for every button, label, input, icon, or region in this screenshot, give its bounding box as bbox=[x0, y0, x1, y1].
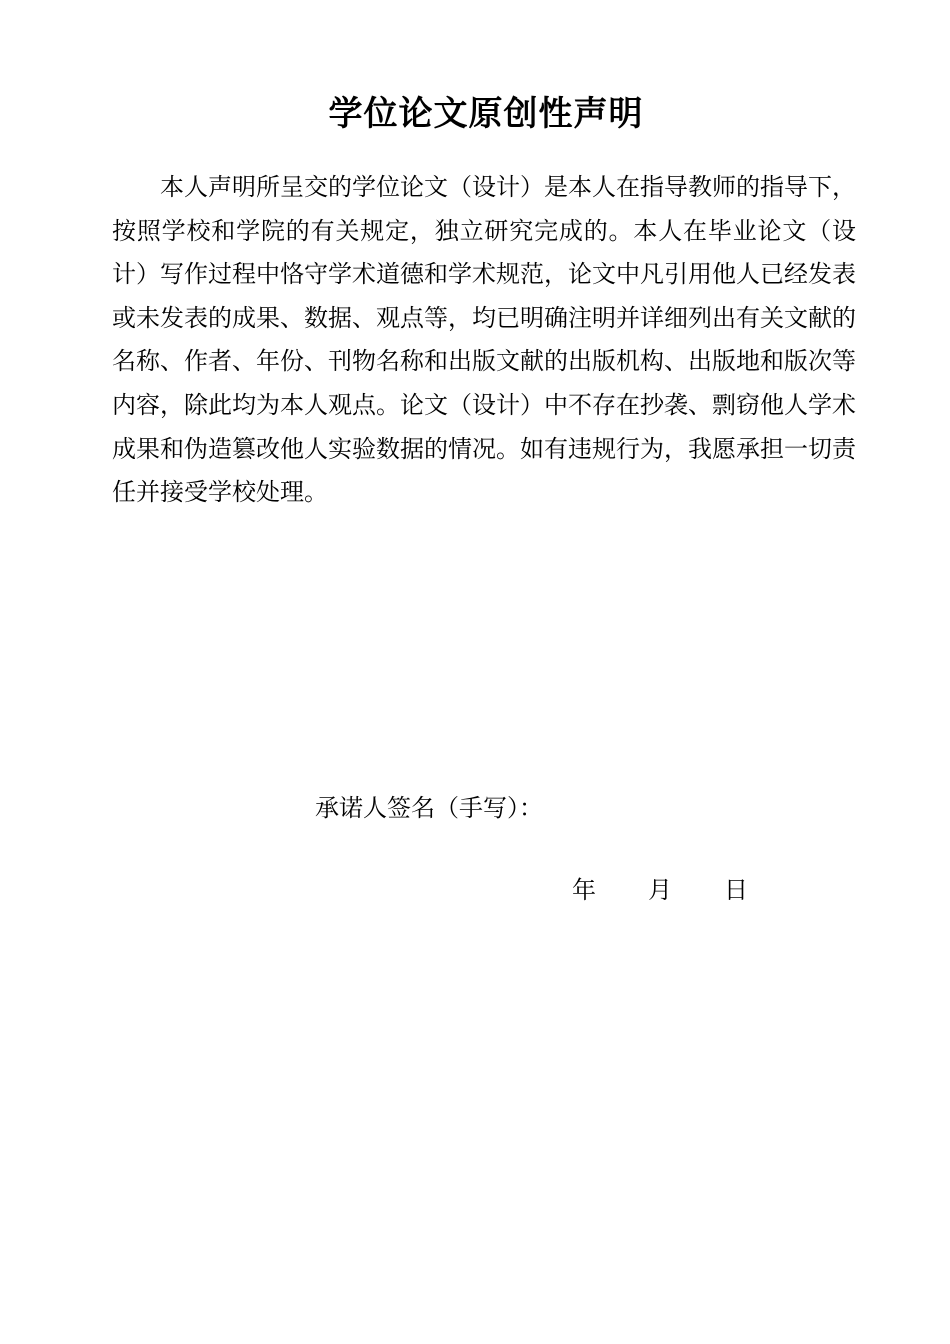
declaration-paragraph: 本人声明所呈交的学位论文（设计）是本人在指导教师的指导下，按照学校和学院的有关规定，独立研究完成的。本人在毕业论文（设计）写作过程中恪守学术道德和学术规范，论文中凡引用他人已经发表或未发表的成果、数据、观点等，均已明确注明并详细列出有关文献的名称、作者、年份、刊物名称和出版文献的出版机构、出版地和版次等内容，除此均为本人观点。论文（设计）中不存在抄袭、剽窃他人学术成果和伪造篡改他人实验数据的情况。如有违规行为，我愿承担一切责任并接受学校处理。 bbox=[112, 173, 856, 507]
date-month-label: 月 bbox=[648, 876, 672, 904]
document-title: 学位论文原创性声明 bbox=[328, 94, 644, 134]
date-year-label: 年 bbox=[572, 876, 596, 904]
date-line bbox=[572, 870, 748, 910]
date-day-label: 日 bbox=[724, 876, 748, 904]
signature-label: 承诺人签名（手写）： bbox=[315, 794, 543, 822]
